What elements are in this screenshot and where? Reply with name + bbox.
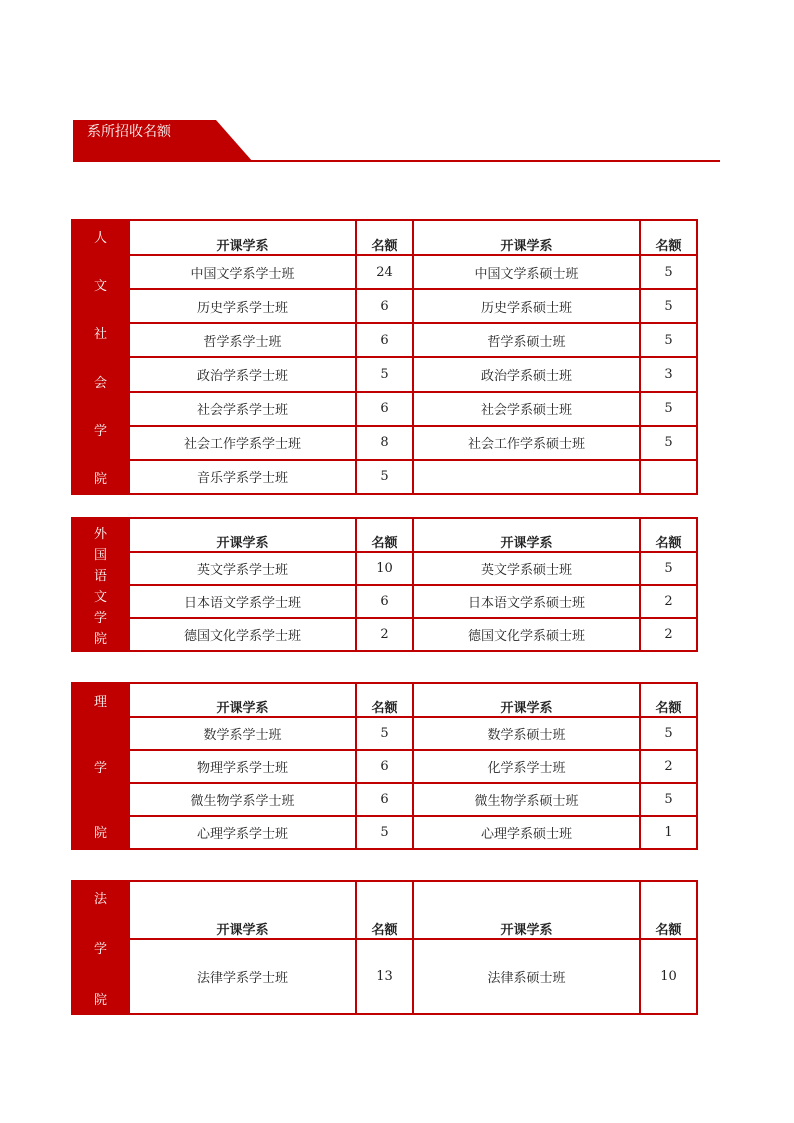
dept-cell: 日本语文学系学士班 bbox=[129, 585, 356, 618]
quota-cell: 5 bbox=[640, 392, 697, 426]
quota-header: 名额 bbox=[640, 881, 697, 939]
dept-cell: 历史学系硕士班 bbox=[413, 289, 640, 323]
table-row bbox=[72, 816, 697, 849]
quota-cell: 2 bbox=[640, 750, 697, 783]
table-row bbox=[72, 750, 697, 783]
quota-header: 名额 bbox=[640, 518, 697, 552]
dept-cell: 法律系硕士班 bbox=[413, 939, 640, 1014]
quota-header: 名额 bbox=[640, 683, 697, 717]
dept-cell: 数学系硕士班 bbox=[413, 717, 640, 750]
table-row bbox=[72, 357, 697, 391]
quota-header: 名额 bbox=[640, 220, 697, 255]
dept-cell: 微生物学系学士班 bbox=[129, 783, 356, 816]
dept-cell: 法律学系学士班 bbox=[129, 939, 356, 1014]
dept-cell: 中国文学系硕士班 bbox=[413, 255, 640, 289]
college-label: 人 文 社 会 学 院 bbox=[72, 220, 129, 494]
dept-cell: 德国文化学系硕士班 bbox=[413, 618, 640, 651]
quota-header: 名额 bbox=[356, 881, 413, 939]
quota-table-foreign-languages bbox=[71, 517, 698, 652]
table-row bbox=[72, 939, 697, 1014]
quota-cell bbox=[640, 460, 697, 494]
dept-cell: 英文学系学士班 bbox=[129, 552, 356, 585]
quota-header: 名额 bbox=[356, 683, 413, 717]
dept-header: 开课学系 bbox=[413, 881, 640, 939]
quota-cell: 5 bbox=[356, 357, 413, 391]
dept-cell: 物理学系学士班 bbox=[129, 750, 356, 783]
quota-cell: 3 bbox=[640, 357, 697, 391]
dept-cell: 历史学系学士班 bbox=[129, 289, 356, 323]
quota-cell: 2 bbox=[356, 618, 413, 651]
dept-cell: 社会学系学士班 bbox=[129, 392, 356, 426]
dept-cell: 社会工作学系硕士班 bbox=[413, 426, 640, 460]
dept-cell: 社会工作学系学士班 bbox=[129, 426, 356, 460]
table-row bbox=[72, 255, 697, 289]
dept-cell: 英文学系硕士班 bbox=[413, 552, 640, 585]
quota-cell: 5 bbox=[356, 460, 413, 494]
quota-cell: 10 bbox=[640, 939, 697, 1014]
table-row bbox=[72, 618, 697, 651]
dept-cell bbox=[413, 460, 640, 494]
dept-header: 开课学系 bbox=[413, 518, 640, 552]
dept-cell: 微生物学系硕士班 bbox=[413, 783, 640, 816]
quota-cell: 13 bbox=[356, 939, 413, 1014]
quota-cell: 5 bbox=[640, 289, 697, 323]
quota-cell: 5 bbox=[356, 717, 413, 750]
table-row bbox=[72, 717, 697, 750]
dept-header: 开课学系 bbox=[129, 518, 356, 552]
quota-cell: 6 bbox=[356, 323, 413, 357]
quota-cell: 6 bbox=[356, 392, 413, 426]
quota-table-science bbox=[71, 682, 698, 850]
table-row bbox=[72, 426, 697, 460]
quota-table-humanities bbox=[71, 219, 698, 495]
quota-cell: 5 bbox=[640, 783, 697, 816]
dept-header: 开课学系 bbox=[129, 220, 356, 255]
table-row bbox=[72, 392, 697, 426]
table-row bbox=[72, 783, 697, 816]
table-row bbox=[72, 289, 697, 323]
quota-table-law bbox=[71, 880, 698, 1015]
college-label: 理 学 院 bbox=[72, 683, 129, 849]
quota-cell: 6 bbox=[356, 289, 413, 323]
dept-header: 开课学系 bbox=[413, 683, 640, 717]
quota-header: 名额 bbox=[356, 518, 413, 552]
quota-cell: 2 bbox=[640, 618, 697, 651]
dept-cell: 日本语文学系硕士班 bbox=[413, 585, 640, 618]
dept-cell: 化学系学士班 bbox=[413, 750, 640, 783]
quota-header: 名额 bbox=[356, 220, 413, 255]
dept-cell: 中国文学系学士班 bbox=[129, 255, 356, 289]
quota-cell: 24 bbox=[356, 255, 413, 289]
quota-cell: 5 bbox=[640, 717, 697, 750]
quota-cell: 6 bbox=[356, 783, 413, 816]
table-row bbox=[72, 460, 697, 494]
quota-cell: 6 bbox=[356, 750, 413, 783]
dept-header: 开课学系 bbox=[129, 683, 356, 717]
dept-cell: 社会学系硕士班 bbox=[413, 392, 640, 426]
quota-cell: 5 bbox=[640, 552, 697, 585]
quota-cell: 10 bbox=[356, 552, 413, 585]
quota-cell: 5 bbox=[356, 816, 413, 849]
quota-cell: 6 bbox=[356, 585, 413, 618]
dept-header: 开课学系 bbox=[413, 220, 640, 255]
quota-cell: 1 bbox=[640, 816, 697, 849]
college-label: 外 国 语 文 学 院 bbox=[72, 518, 129, 651]
quota-cell: 5 bbox=[640, 255, 697, 289]
quota-cell: 5 bbox=[640, 426, 697, 460]
dept-cell: 数学系学士班 bbox=[129, 717, 356, 750]
dept-cell: 政治学系学士班 bbox=[129, 357, 356, 391]
quota-cell: 5 bbox=[640, 323, 697, 357]
dept-cell: 德国文化学系学士班 bbox=[129, 618, 356, 651]
dept-cell: 音乐学系学士班 bbox=[129, 460, 356, 494]
page-title: 系所招收名额 bbox=[87, 124, 171, 140]
dept-cell: 哲学系学士班 bbox=[129, 323, 356, 357]
college-label: 法 学 院 bbox=[72, 881, 129, 1014]
quota-cell: 8 bbox=[356, 426, 413, 460]
dept-cell: 心理学系硕士班 bbox=[413, 816, 640, 849]
dept-cell: 政治学系硕士班 bbox=[413, 357, 640, 391]
dept-cell: 心理学系学士班 bbox=[129, 816, 356, 849]
dept-cell: 哲学系硕士班 bbox=[413, 323, 640, 357]
table-row bbox=[72, 585, 697, 618]
table-row bbox=[72, 552, 697, 585]
dept-header: 开课学系 bbox=[129, 881, 356, 939]
quota-cell: 2 bbox=[640, 585, 697, 618]
table-row bbox=[72, 323, 697, 357]
header-divider bbox=[73, 160, 720, 162]
